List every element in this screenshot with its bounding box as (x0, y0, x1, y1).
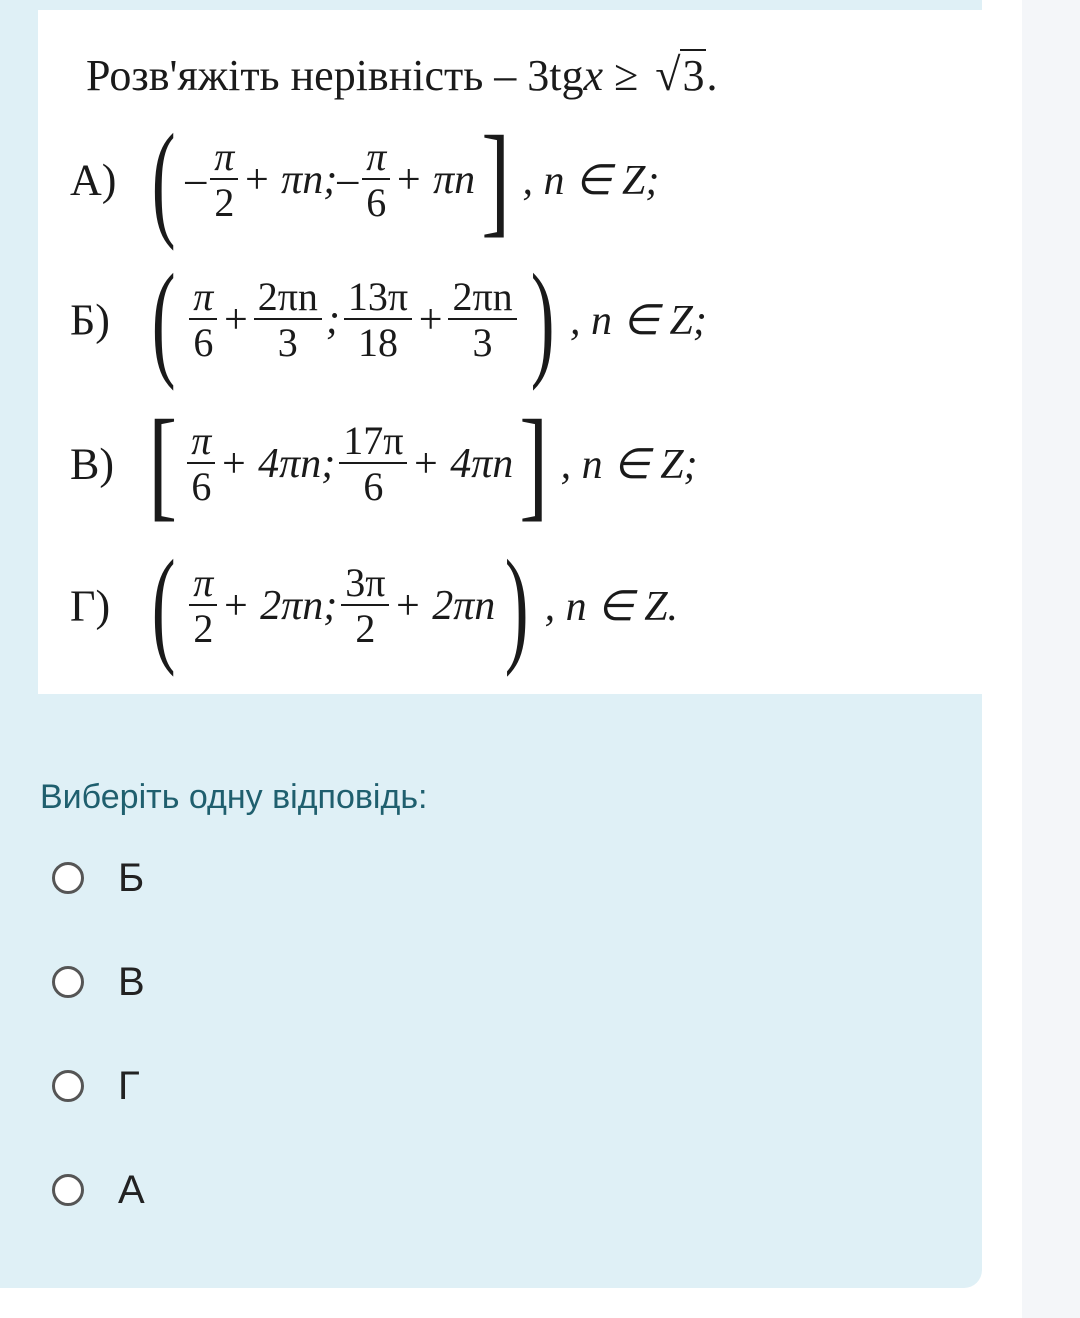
radio-button[interactable] (52, 966, 84, 998)
close-bracket: ] (519, 395, 549, 532)
answer-prompt: Виберіть одну відповідь: (40, 778, 428, 816)
choice-option[interactable] (52, 1056, 140, 1116)
fraction (187, 420, 215, 508)
choice-label[interactable]: В (118, 959, 145, 1004)
expression-text: + πn;– (242, 157, 359, 203)
expression-text: + 4πn; (219, 441, 336, 487)
fraction-denominator: 2 (214, 180, 235, 225)
radical-sign-icon: √ (655, 49, 681, 100)
fraction-numerator: π (187, 420, 215, 464)
option-letter: Г) (70, 581, 111, 631)
fraction-numerator: π (362, 136, 390, 180)
fraction-denominator: 6 (366, 180, 387, 225)
choice-option[interactable] (52, 848, 144, 908)
close-bracket: ] (481, 111, 511, 248)
fraction (344, 276, 412, 364)
question-title-end: . (706, 51, 718, 100)
fraction (189, 276, 217, 364)
fraction (339, 420, 407, 508)
close-bracket: ) (530, 248, 555, 392)
expression-text: + 2πn; (221, 583, 338, 629)
fraction-denominator: 18 (357, 320, 398, 365)
fraction-numerator: 17π (339, 420, 407, 464)
fraction-denominator: 3 (472, 320, 493, 365)
option-letter: А) (70, 155, 117, 205)
fraction (254, 276, 322, 364)
answer-option (38, 536, 982, 676)
sqrt-expression (655, 48, 706, 101)
option-domain: , n ∈ Z; (522, 158, 660, 204)
answer-option (38, 110, 982, 250)
fraction-denominator: 2 (193, 606, 214, 651)
fraction-denominator: 2 (355, 606, 376, 651)
page-side-strip (1022, 0, 1080, 1318)
expression-text: – (185, 157, 207, 203)
answer-option (38, 394, 982, 534)
option-domain: , n ∈ Z. (544, 584, 679, 630)
fraction-numerator: 3π (341, 562, 389, 606)
choice-option[interactable] (52, 1160, 145, 1220)
question-title-text: Розв'яжіть нерівність – 3tg (86, 51, 584, 100)
option-expression (142, 108, 660, 252)
option-domain: , n ∈ Z; (569, 298, 707, 344)
fraction-numerator: 2πn (254, 276, 322, 320)
option-letter: Б) (70, 295, 110, 345)
fraction (448, 276, 516, 364)
option-expression (142, 534, 679, 678)
expression-text: + 2πn (393, 583, 496, 629)
option-letter: В) (70, 439, 114, 489)
open-bracket: ( (151, 108, 176, 252)
radio-button[interactable] (52, 1174, 84, 1206)
fraction-denominator: 3 (277, 320, 298, 365)
close-bracket: ) (505, 534, 529, 678)
fraction-denominator: 6 (193, 320, 214, 365)
open-bracket: ( (151, 248, 176, 392)
expression-text: + πn (394, 157, 476, 203)
choice-label[interactable]: Б (118, 855, 145, 900)
question-title-relation: ≥ (614, 51, 639, 100)
expression-text: + (416, 297, 445, 343)
open-bracket: [ (148, 395, 178, 532)
fraction-denominator: 6 (363, 464, 384, 509)
sqrt-radicand: 3 (682, 51, 705, 100)
choice-label[interactable]: А (118, 1167, 145, 1212)
question-image (38, 10, 982, 694)
option-domain: , n ∈ Z; (560, 442, 698, 488)
option-expression (142, 248, 707, 392)
fraction (362, 136, 390, 224)
fraction-denominator: 6 (191, 464, 212, 509)
radio-button[interactable] (52, 1070, 84, 1102)
question-title-var: x (583, 51, 604, 100)
fraction-numerator: π (189, 276, 217, 320)
fraction (189, 562, 217, 650)
expression-text: ; (325, 297, 340, 343)
fraction-numerator: 2πn (448, 276, 516, 320)
fraction-numerator: π (189, 562, 217, 606)
question-title (86, 48, 717, 101)
fraction (210, 136, 238, 224)
expression-text: + 4πn (411, 441, 514, 487)
answer-option (38, 250, 982, 390)
choice-label[interactable]: Г (118, 1063, 140, 1108)
open-bracket: ( (151, 534, 176, 678)
radio-button[interactable] (52, 862, 84, 894)
choice-option[interactable] (52, 952, 145, 1012)
fraction-numerator: 13π (344, 276, 412, 320)
fraction (341, 562, 389, 650)
expression-text: + (221, 297, 250, 343)
option-expression (142, 395, 698, 532)
fraction-numerator: π (210, 136, 238, 180)
